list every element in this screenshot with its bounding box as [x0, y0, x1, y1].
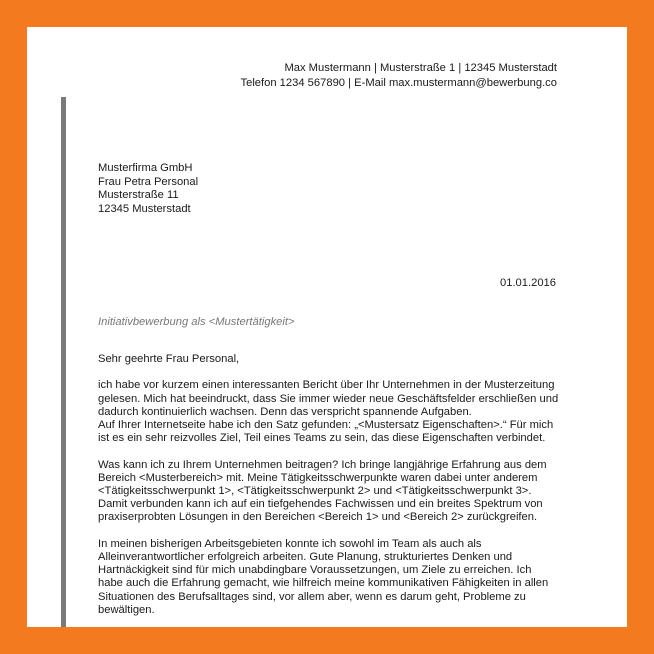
paragraph-line: Damit verbunden kann ich auf ein tiefgehendes Fachwissen und ein breites Spektrum von: [98, 498, 543, 511]
paragraph-line: Hartnäckigkeit sind für mich unabdingbare Voraussetzungen, um Ziele zu erreichen. Ich: [98, 564, 532, 577]
letter-subject: Initiativbewerbung als <Mustertätigkeit>: [98, 316, 295, 328]
paragraph-line: habe auch die Erfahrung gemacht, wie hilfreich meine kommunikativen Fähigkeiten in allen: [98, 577, 549, 590]
paragraph-line: bewältigen.: [98, 603, 155, 616]
body-paragraph-3: [98, 538, 568, 617]
margin-bar: [61, 97, 66, 627]
paragraph-line: Bereich <Musterbereich> mit. Meine Tätigkeitsschwerpunkte waren dabei unter anderem: [98, 471, 538, 484]
paragraph-line: praxiserprobten Lösungen in den Bereichen <Bereich 1> und <Bereich 2> zurückgreifen.: [98, 511, 538, 524]
body-paragraph-1: [98, 379, 568, 445]
paragraph-line: dadurch kontinuierlich wachsen. Denn das verspricht spannende Aufgaben.: [98, 405, 472, 418]
paragraph-line: <Tätigkeitsschwerpunkt 1>, <Tätigkeitsschwerpunkt 2> und <Tätigkeitsschwerpunkt 3>.: [98, 485, 532, 497]
sender-block: [241, 61, 558, 91]
sender-contact-line: Telefon 1234 567890 | E-Mail max.mustermann@bewerbung.co: [240, 77, 557, 89]
letter-greeting: Sehr geehrte Frau Personal,: [98, 353, 240, 365]
recipient-city: 12345 Musterstadt: [98, 202, 191, 215]
paragraph-line: Was kann ich zu Ihrem Unternehmen beitragen? Ich bringe langjährige Erfahrung aus dem: [98, 458, 547, 471]
paragraph-line: In meinen bisherigen Arbeitsgebieten konnte ich sowohl im Team als auch als: [98, 537, 482, 550]
paragraph-line: ich habe vor kurzem einen interessanten Bericht über Ihr Unternehmen in der Musterzeitung: [98, 379, 555, 392]
recipient-company: Musterfirma GmbH: [98, 162, 193, 174]
body-paragraph-2: [98, 459, 568, 525]
paragraph-line: Alleinverantwortlicher erfolgreich arbeiten. Gute Planung, strukturiertes Denken und: [98, 551, 513, 563]
letter-body: [98, 353, 568, 627]
paragraph-line: Situationen des Berufsalltages sind, vor allem aber, wenn es darum geht, Probleme zu: [98, 590, 526, 603]
letter-page: [27, 27, 627, 627]
recipient-person: Frau Petra Personal: [98, 175, 199, 188]
recipient-street: Musterstraße 11: [98, 189, 179, 201]
letter-date: 01.01.2016: [500, 277, 556, 289]
recipient-address: [98, 162, 198, 216]
paragraph-line: ist es ein sehr reizvolles Ziel, Teil eines Teams zu sein, das diese Eigenschaften verbindet.: [98, 432, 546, 445]
paragraph-line: gelesen. Mich hat beeindruckt, dass Sie immer wieder neue Geschäftsfelder erschließen und: [98, 392, 559, 405]
sender-address-line: Max Mustermann | Musterstraße 1 | 12345 Musterstadt: [284, 62, 557, 74]
paragraph-line: Auf Ihrer Internetseite habe ich den Satz gefunden: „<Mustersatz Eigenschaften>.“ Für mich: [98, 419, 554, 431]
